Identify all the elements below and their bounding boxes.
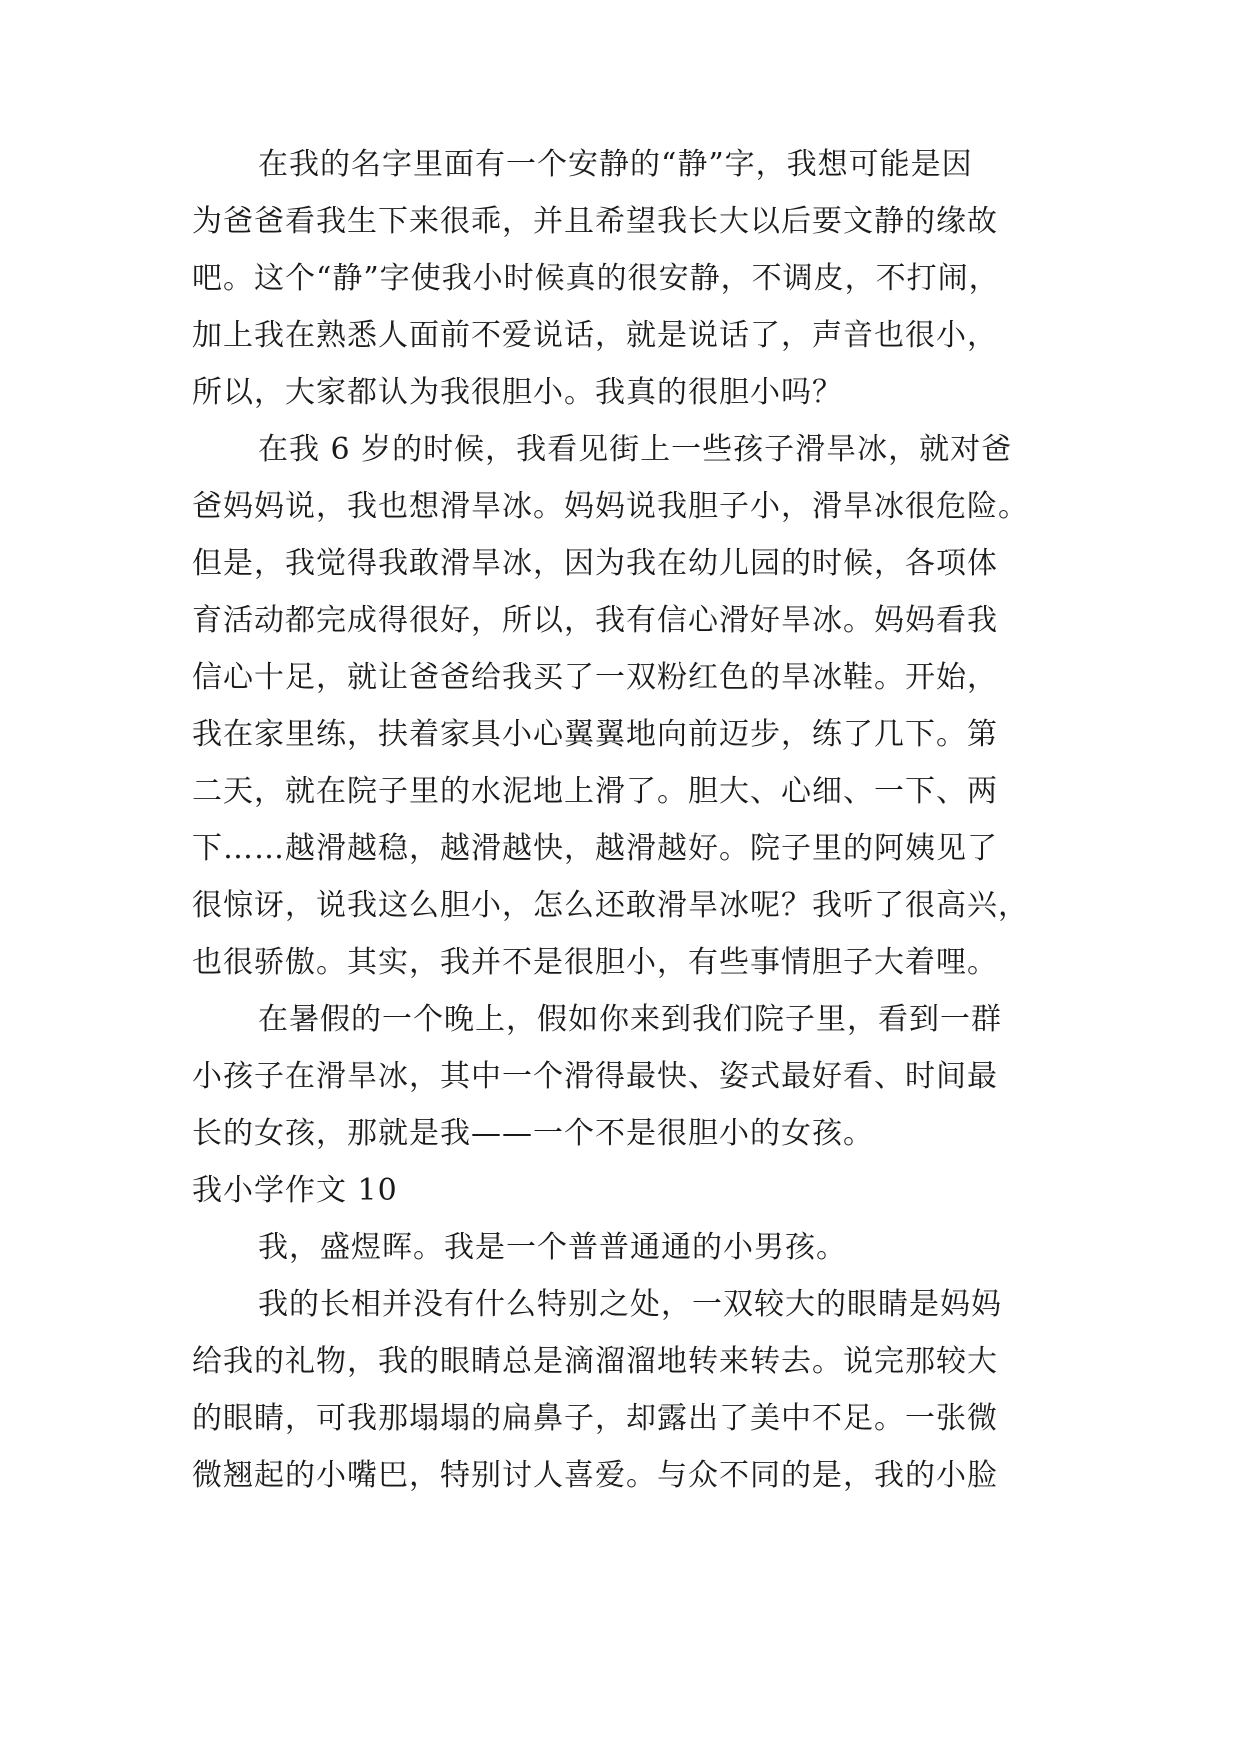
text-line: 我的长相并没有什么特别之处，一双较大的眼睛是妈妈: [258, 1287, 1002, 1322]
text-line: 长的女孩，那就是我——一个不是很胆小的女孩。: [192, 1116, 874, 1151]
text-line: 二天，就在院子里的水泥地上滑了。胆大、心细、一下、两: [192, 774, 998, 809]
text-line: 所以，大家都认为我很胆小。我真的很胆小吗？: [192, 375, 843, 410]
text-line: 爸妈妈说，我也想滑旱冰。妈妈说我胆子小，滑旱冰很危险。: [192, 489, 1029, 524]
text-line: 吧。这个“静”字使我小时候真的很安静，不调皮，不打闹，: [192, 261, 1000, 296]
text-line: 微翘起的小嘴巴，特别讨人喜爱。与众不同的是，我的小脸: [192, 1458, 998, 1493]
text-line: 为爸爸看我生下来很乖，并且希望我长大以后要文静的缘故: [192, 204, 998, 239]
text-line: 的眼睛，可我那塌塌的扁鼻子，却露出了美中不足。一张微: [192, 1401, 998, 1436]
text-line: 也很骄傲。其实，我并不是很胆小，有些事情胆子大着哩。: [192, 945, 998, 980]
text-line: 但是，我觉得我敢滑旱冰，因为我在幼儿园的时候，各项体: [192, 546, 998, 581]
text-line: 下……越滑越稳，越滑越快，越滑越好。院子里的阿姨见了: [192, 831, 998, 866]
section-heading: 我小学作文 10: [192, 1173, 398, 1208]
text-line: 育活动都完成得很好，所以，我有信心滑好旱冰。妈妈看我: [192, 603, 998, 638]
text-line: 在暑假的一个晚上，假如你来到我们院子里，看到一群: [258, 1002, 1002, 1037]
text-line: 加上我在熟悉人面前不爱说话，就是说话了，声音也很小，: [192, 318, 998, 353]
text-line: 很惊讶，说我这么胆小，怎么还敢滑旱冰呢？我听了很高兴，: [192, 888, 1029, 923]
text-line: 信心十足，就让爸爸给我买了一双粉红色的旱冰鞋。开始，: [192, 660, 998, 695]
text-line: 我在家里练，扶着家具小心翼翼地向前迈步，练了几下。第: [192, 717, 998, 752]
text-line: 我，盛煜晖。我是一个普普通通的小男孩。: [258, 1230, 847, 1265]
text-line: 给我的礼物，我的眼睛总是滴溜溜地转来转去。说完那较大: [192, 1344, 998, 1379]
text-line: 在我 6 岁的时候，我看见街上一些孩子滑旱冰，就对爸: [258, 432, 1013, 467]
text-line: 小孩子在滑旱冰，其中一个滑得最快、姿式最好看、时间最: [192, 1059, 998, 1094]
text-line: 在我的名字里面有一个安静的“静”字，我想可能是因: [258, 147, 973, 182]
